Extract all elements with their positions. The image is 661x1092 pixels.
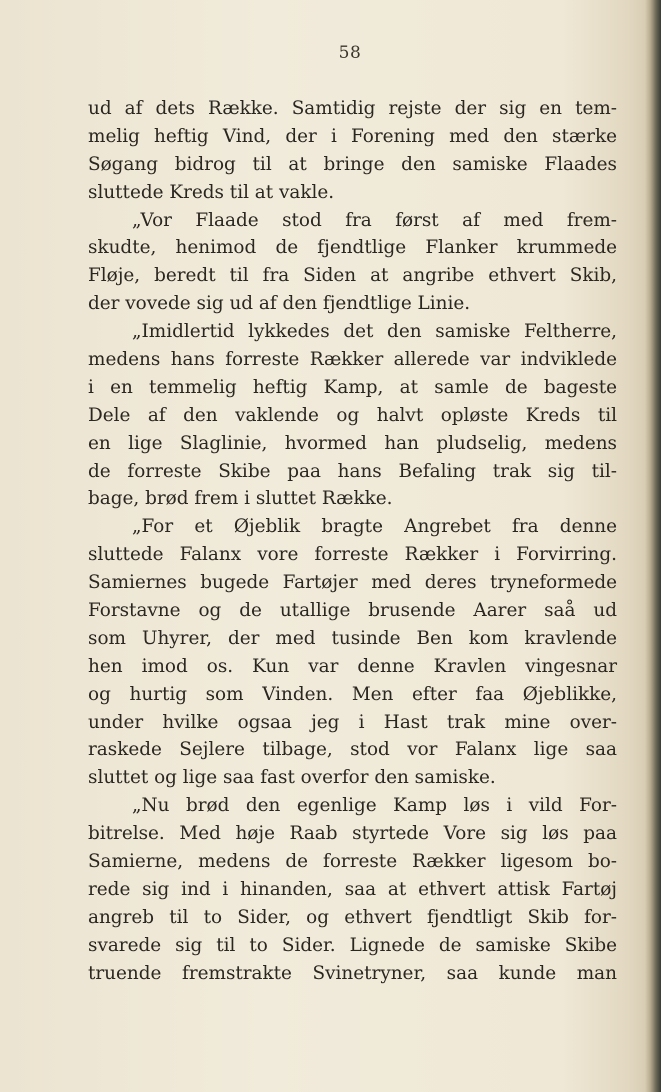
body-text — [88, 95, 617, 988]
text-line: bage, brød frem i sluttet Række. — [88, 488, 393, 510]
text-line: „For et Øjeblik bragte Angrebet fra denne — [132, 516, 617, 538]
text-line: melig heftig Vind, der i Forening med den stærke — [88, 125, 617, 147]
text-line: sluttede Falanx vore forreste Rækker i Forvirring. — [88, 544, 617, 566]
text-line: Søgang bidrog til at bringe den samiske Flaades — [88, 153, 617, 175]
page-number: 58 — [338, 43, 362, 63]
text-line: Forstavne og de utallige brusende Aarer saå ud — [88, 600, 617, 622]
text-line: en lige Slaglinie, hvormed han pludselig, medens — [88, 432, 617, 454]
text-line: rede sig ind i hinanden, saa at ethvert attisk Fartøj — [88, 878, 617, 900]
text-line: sluttede Kreds til at vakle. — [88, 181, 335, 203]
text-line: Samierne, medens de forreste Rækker ligesom bo- — [88, 851, 617, 873]
text-line: hen imod os. Kun var denne Kravlen vingesnar — [88, 655, 617, 677]
text-line: „Imidlertid lykkedes det den samiske Feltherre, — [132, 321, 617, 343]
text-line: ud af dets Række. Samtidig rejste der sig en tem- — [88, 98, 617, 119]
text-line: Dele af den vaklende og halvt opløste Kreds til — [88, 404, 617, 426]
text-line: „Vor Flaade stod fra først af med frem- — [132, 209, 617, 231]
text-line: som Uhyrer, der med tusinde Ben kom kravlende — [88, 627, 617, 649]
text-line: Samiernes bugede Fartøjer med deres tryneformede — [88, 572, 617, 594]
text-line: „Nu brød den egenlige Kamp løs i vild For- — [132, 795, 617, 817]
text-line: bitrelse. Med høje Raab styrtede Vore sig løs paa — [88, 823, 617, 845]
text-line: de forreste Skibe paa hans Befaling trak sig til- — [88, 460, 617, 482]
text-line: svarede sig til to Sider. Lignede de samiske Skibe — [88, 934, 617, 956]
text-line: raskede Sejlere tilbage, stod vor Falanx lige saa — [88, 739, 617, 761]
text-line: angreb til to Sider, og ethvert fjendtligt Skib for- — [88, 906, 617, 928]
text-line: skudte, henimod de fjendtlige Flanker krummede — [88, 237, 617, 259]
text-line: og hurtig som Vinden. Men efter faa Øjeblikke, — [88, 683, 617, 705]
page-edge-shadow — [645, 0, 661, 1092]
text-line: Fløje, beredt til fra Siden at angribe ethvert Skib, — [88, 265, 617, 287]
text-line: sluttet og lige saa fast overfor den samiske. — [88, 767, 496, 789]
text-line: under hvilke ogsaa jeg i Hast trak mine over- — [88, 711, 617, 733]
text-line: i en temmelig heftig Kamp, at samle de bageste — [88, 376, 617, 398]
text-line: truende fremstrakte Svinetryner, saa kunde man — [88, 962, 617, 984]
text-line: medens hans forreste Rækker allerede var indviklede — [88, 349, 617, 371]
text-line: der vovede sig ud af den fjendtlige Linie. — [88, 293, 471, 315]
